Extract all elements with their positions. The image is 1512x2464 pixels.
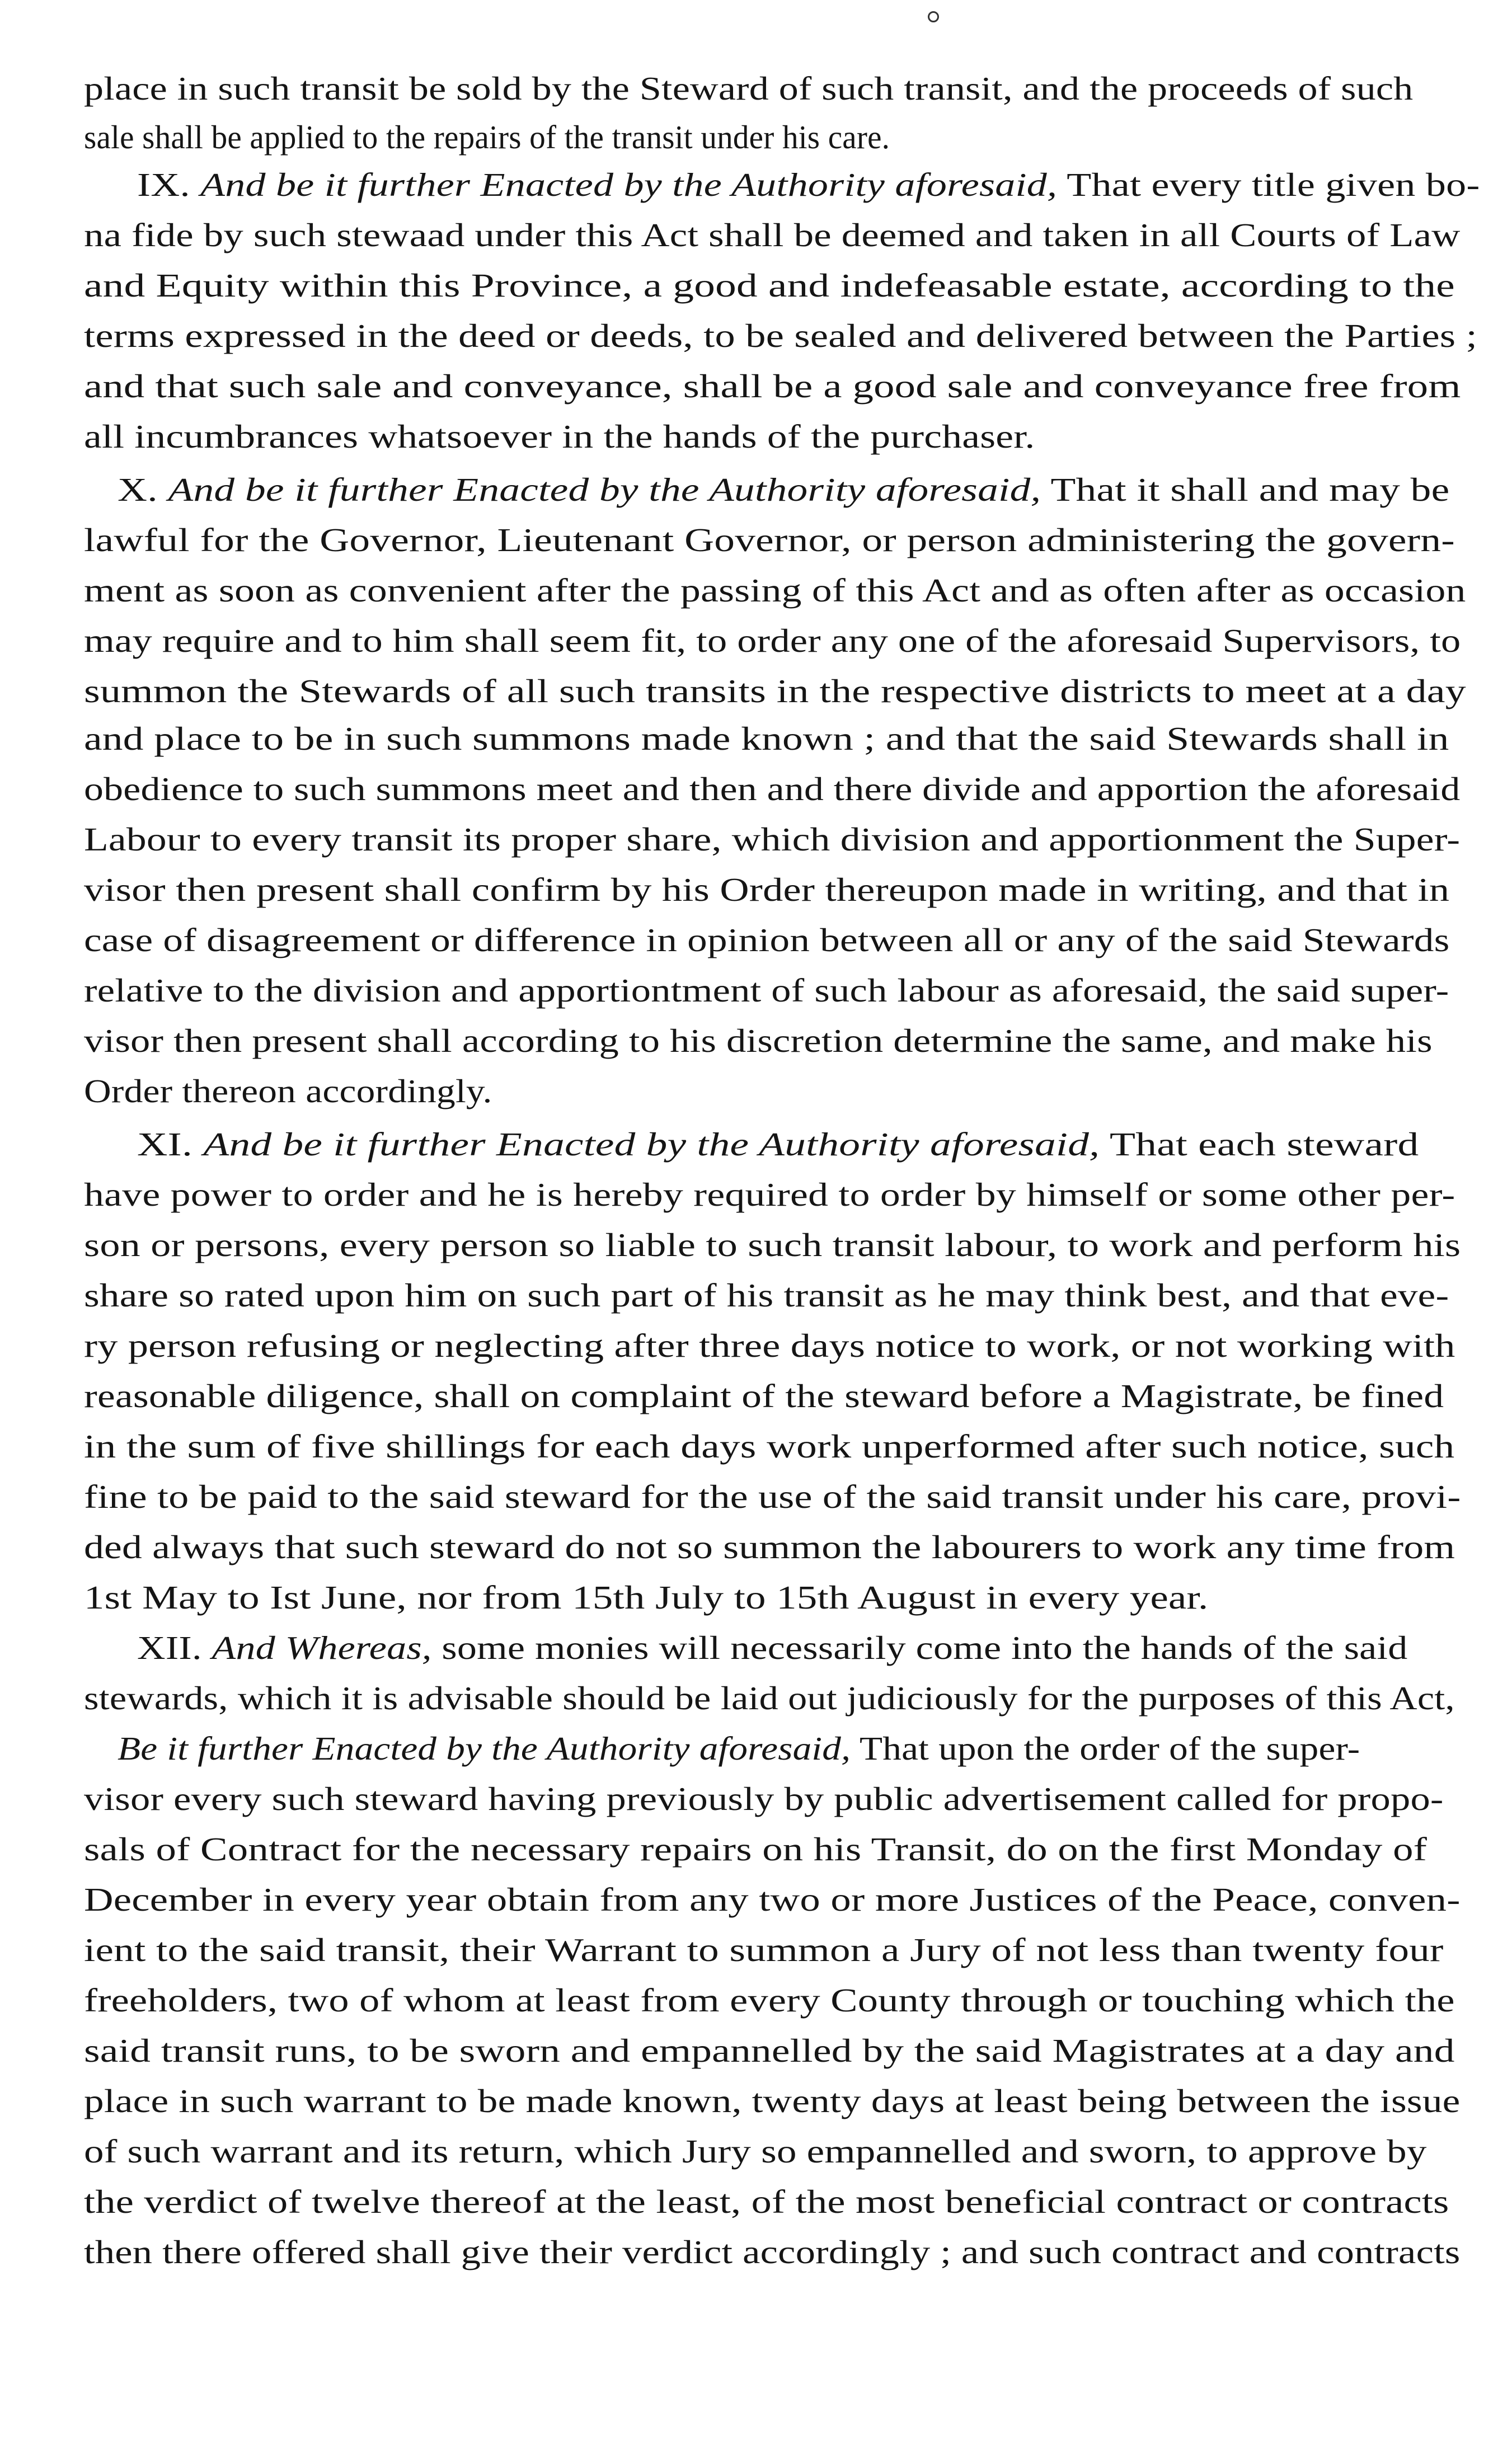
text-run: and that such sale and conveyance, shall be a good sale and conveyance free from bbox=[84, 368, 1461, 405]
text-run: in the sum of five shillings for each days work unperformed after such notice, such bbox=[84, 1428, 1455, 1465]
text-line bbox=[84, 1525, 1455, 1569]
text-run: IX. bbox=[137, 166, 201, 203]
text-run: 1st May to Ist June, nor from 15th July to 15th August in every year. bbox=[84, 1579, 1209, 1616]
text-run: X. bbox=[118, 471, 168, 508]
text-run: XII. bbox=[137, 1629, 212, 1666]
text-line bbox=[84, 1827, 1427, 1871]
text-run: lawful for the Governor, Lieutenant Governor, or person administering the govern- bbox=[84, 521, 1455, 558]
text-line bbox=[84, 1575, 1208, 1620]
text-run: ry person refusing or neglecting after three days notice to work, or not working with bbox=[84, 1327, 1455, 1364]
text-run: That every title given bo- bbox=[1057, 166, 1480, 203]
text-run: place in such warrant to be made known, twenty days at least being between the issue bbox=[84, 2082, 1461, 2119]
text-line bbox=[84, 1927, 1444, 1972]
text-line bbox=[84, 1069, 492, 1113]
text-line bbox=[84, 1776, 1444, 1821]
text-run: the verdict of twelve thereof at the least, of the most beneficial contract or contracts bbox=[84, 2183, 1449, 2220]
text-line bbox=[84, 867, 1449, 912]
text-line bbox=[84, 1323, 1455, 1368]
text-line bbox=[84, 568, 1466, 613]
text-run: relative to the division and apportiontment of such labour as aforesaid, the said super- bbox=[84, 972, 1449, 1009]
text-run: That it shall and may be bbox=[1041, 471, 1450, 508]
text-run: all incumbrances whatsoever in the hands of the purchaser. bbox=[84, 418, 1035, 455]
text-run: visor every such steward having previously by public advertisement called for propo- bbox=[84, 1780, 1444, 1817]
text-line bbox=[84, 2230, 1461, 2274]
text-line bbox=[84, 817, 1460, 862]
text-line bbox=[84, 618, 1461, 663]
text-line bbox=[84, 66, 1413, 111]
text-line bbox=[84, 1273, 1449, 1318]
text-run: ment as soon as convenient after the passing of this Act and as often after as occasion bbox=[84, 572, 1466, 609]
text-line bbox=[137, 1625, 1407, 1670]
text-line bbox=[84, 364, 1461, 408]
text-line bbox=[84, 414, 1035, 459]
text-run: ded always that such steward do not so summon the labourers to work any time from bbox=[84, 1529, 1455, 1565]
text-line bbox=[84, 1018, 1433, 1063]
text-run: said transit runs, to be sworn and empannelled by the said Magistrates at a day and bbox=[84, 2032, 1455, 2069]
text-line bbox=[84, 2179, 1449, 2224]
text-run: of such warrant and its return, which Jury so empannelled and sworn, to approve by bbox=[84, 2133, 1427, 2170]
text-line bbox=[84, 1877, 1461, 1922]
text-line bbox=[84, 767, 1460, 811]
text-run: sals of Contract for the necessary repairs on his Transit, do on the first Monday of bbox=[84, 1831, 1428, 1868]
text-line bbox=[84, 2028, 1455, 2073]
text-line bbox=[118, 467, 1449, 512]
text-line bbox=[84, 1222, 1461, 1267]
text-line bbox=[84, 313, 1477, 358]
text-run: obedience to such summons meet and then and there divide and apportion the aforesaid bbox=[84, 770, 1461, 807]
text-run: son or persons, every person so liable to such transit labour, to work and perform his bbox=[84, 1226, 1461, 1263]
text-run: XI. bbox=[137, 1126, 204, 1163]
text-run: reasonable diligence, shall on complaint of the steward before a Magistrate, be fined bbox=[84, 1377, 1444, 1414]
text-run: December in every year obtain from any two or more Justices of the Peace, conven- bbox=[84, 1881, 1461, 1918]
text-run: sale shall be applied to the repairs of the transit under his care. bbox=[84, 119, 890, 156]
text-line bbox=[84, 716, 1449, 761]
text-line bbox=[137, 162, 1480, 207]
text-run: share so rated upon him on such part of his transit as he may think best, and that eve- bbox=[84, 1277, 1449, 1314]
text-line bbox=[84, 1424, 1454, 1469]
text-line bbox=[84, 518, 1455, 562]
text-run: then there offered shall give their verdict accordingly ; and such contract and contracts bbox=[84, 2233, 1461, 2270]
text-line bbox=[84, 1978, 1455, 2023]
text-run: fine to be paid to the said steward for the use of the said transit under his care, provi- bbox=[84, 1478, 1461, 1515]
text-run: terms expressed in the deed or deeds, to be sealed and delivered between the Parties ; bbox=[84, 317, 1478, 354]
text-run: case of disagreement or difference in opinion between all or any of the said Stewards bbox=[84, 921, 1450, 958]
text-run: visor then present shall according to his discretion determine the same, and make his bbox=[84, 1022, 1433, 1059]
text-line bbox=[84, 2079, 1461, 2123]
text-run: Order thereon accordingly. bbox=[84, 1073, 492, 1109]
text-run: freeholders, two of whom at least from every County through or touching which the bbox=[84, 1982, 1455, 2019]
text-run: That upon the order of the super- bbox=[851, 1730, 1360, 1767]
text-run: That each steward bbox=[1100, 1126, 1419, 1163]
text-line bbox=[84, 115, 890, 159]
text-run: and place to be in such summons made known ; and that the said Stewards shall in bbox=[84, 720, 1449, 757]
text-run: na fide by such stewaad under this Act shall be deemed and taken in all Courts of Law bbox=[84, 217, 1461, 253]
text-line bbox=[84, 1374, 1444, 1418]
text-line bbox=[84, 669, 1466, 713]
text-line bbox=[84, 1676, 1455, 1720]
text-run: visor then present shall confirm by his Order thereupon made in writing, and that in bbox=[84, 871, 1450, 908]
page-ornament bbox=[928, 11, 939, 22]
text-run: and Equity within this Province, a good and indefeasable estate, according to the bbox=[84, 267, 1455, 304]
italic-phrase: And be it further Enacted by the Authority aforesaid, bbox=[200, 166, 1058, 203]
text-run: some monies will necessarily come into the hands of the said bbox=[431, 1629, 1408, 1666]
italic-phrase: And Whereas, bbox=[212, 1629, 432, 1666]
text-line bbox=[84, 918, 1450, 962]
text-run: summon the Stewards of all such transits in the respective districts to meet at a day bbox=[84, 673, 1466, 709]
text-run: have power to order and he is hereby required to order by himself or some other per- bbox=[84, 1176, 1455, 1213]
italic-phrase: Be it further Enacted by the Authority aforesaid, bbox=[118, 1730, 851, 1767]
text-line bbox=[137, 1122, 1419, 1167]
text-run: Labour to every transit its proper share, which division and apportionment the Super- bbox=[84, 821, 1461, 858]
text-line bbox=[84, 263, 1455, 308]
italic-phrase: And be it further Enacted by the Authority aforesaid, bbox=[203, 1126, 1100, 1163]
text-run: may require and to him shall seem fit, to order any one of the aforesaid Supervisors, to bbox=[84, 622, 1461, 659]
text-line bbox=[84, 1474, 1461, 1519]
text-line bbox=[84, 213, 1461, 257]
text-line bbox=[84, 1172, 1455, 1217]
text-run: stewards, which it is advisable should be laid out judiciously for the purposes of this Act, bbox=[84, 1680, 1455, 1717]
italic-phrase: And be it further Enacted by the Authority aforesaid, bbox=[168, 471, 1041, 508]
text-run: ient to the said transit, their Warrant to summon a Jury of not less than twenty four bbox=[84, 1931, 1444, 1968]
text-run: place in such transit be sold by the Steward of such transit, and the proceeds of such bbox=[84, 70, 1414, 107]
text-line bbox=[118, 1726, 1360, 1771]
text-line bbox=[84, 968, 1449, 1013]
text-line bbox=[84, 2129, 1427, 2174]
